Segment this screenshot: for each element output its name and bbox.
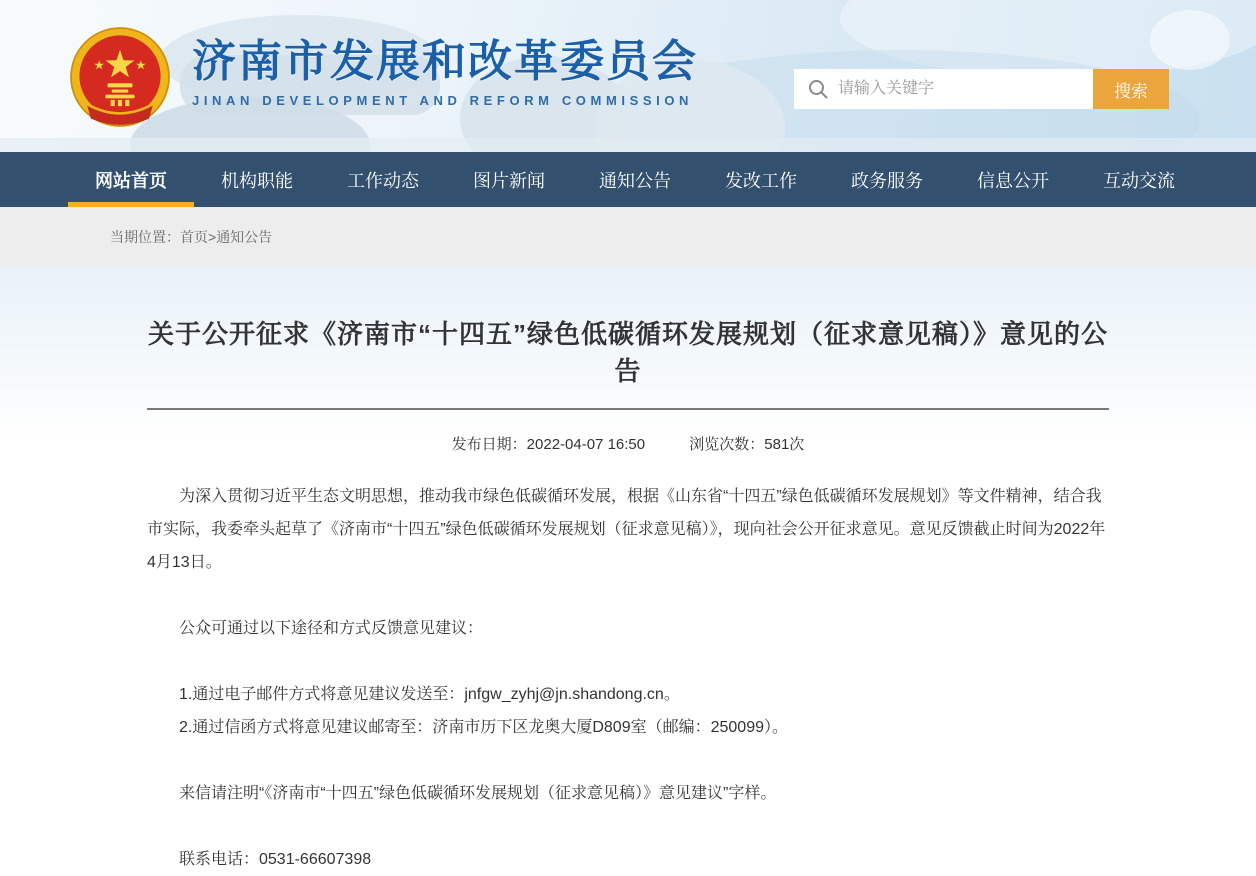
nav-item-info-disclosure[interactable]: 信息公开 [977,170,1049,191]
nav-item-notices[interactable]: 通知公告 [599,170,671,191]
search-icon [807,78,829,100]
article-paragraph-note: 来信请注明“《济南市“十四五”绿色低碳循环发展规划（征求意见稿）》意见建议”字样。 [179,785,777,802]
search-bar [794,69,1169,109]
article-title: 关于公开征求《济南市“十四五”绿色低碳循环发展规划（征求意见稿）》意见的公告 [147,319,1108,386]
nav-item-work-updates[interactable]: 工作动态 [347,170,419,191]
national-emblem-logo [68,24,172,130]
article-paragraph-email: 1.通过电子邮件方式将意见建议发送至：jnfgw_zyhj@jn.shandong.cn。 [179,686,680,703]
breadcrumb-current[interactable]: 通知公告 [216,228,273,245]
nav-item-photo-news[interactable]: 图片新闻 [473,170,545,191]
title-divider [147,408,1109,410]
site-title-chinese: 济南市发展和改革委员会 [192,37,698,86]
article-panel [0,266,1256,868]
nav-item-home[interactable]: 网站首页 [68,152,194,207]
nav-item-interaction[interactable]: 互动交流 [1103,170,1175,191]
header-banner [0,0,1256,152]
search-input[interactable] [794,69,1093,109]
site-title-english: JINAN DEVELOPMENT AND REFORM COMMISSION [192,93,694,109]
breadcrumb-label: 当期位置： [110,228,180,245]
breadcrumb [0,207,1256,266]
site-title [192,38,698,108]
nav-item-gov-services[interactable]: 政务服务 [851,170,923,191]
nav-item-ndrc-work[interactable]: 发改工作 [725,170,797,191]
breadcrumb-separator: > [208,228,217,245]
main-nav [0,152,1256,207]
nav-item-org-functions[interactable]: 机构职能 [221,170,293,191]
search-button[interactable]: 搜索 [1093,69,1169,109]
article-paragraph-phone: 联系电话：0531-66607398 [179,851,372,868]
view-count: 浏览次数：581次 [689,436,805,453]
article-paragraph-intro: 为深入贯彻习近平生态文明思想，推动我市绿色低碳循环发展，根据《山东省“十四五”绿色低碳循环发展规划》等文件精神，结合我市实际，我委牵头起草了《济南市“十四五”绿色低碳循环发展规划（征求意见稿）》，现向社会公开征求意见。意见反馈截止时间为2022年4月13日。 [147,488,1106,571]
article-paragraph-channels: 公众可通过以下途径和方式反馈意见建议： [179,620,484,637]
article-meta [147,433,1109,454]
article-paragraph-mail: 2.通过信函方式将意见建议邮寄至：济南市历下区龙奥大厦D809室（邮编：250099）。 [179,719,788,736]
publish-date: 发布日期：2022-04-07 16:50 [451,436,646,453]
breadcrumb-home[interactable]: 首页 [180,228,208,245]
